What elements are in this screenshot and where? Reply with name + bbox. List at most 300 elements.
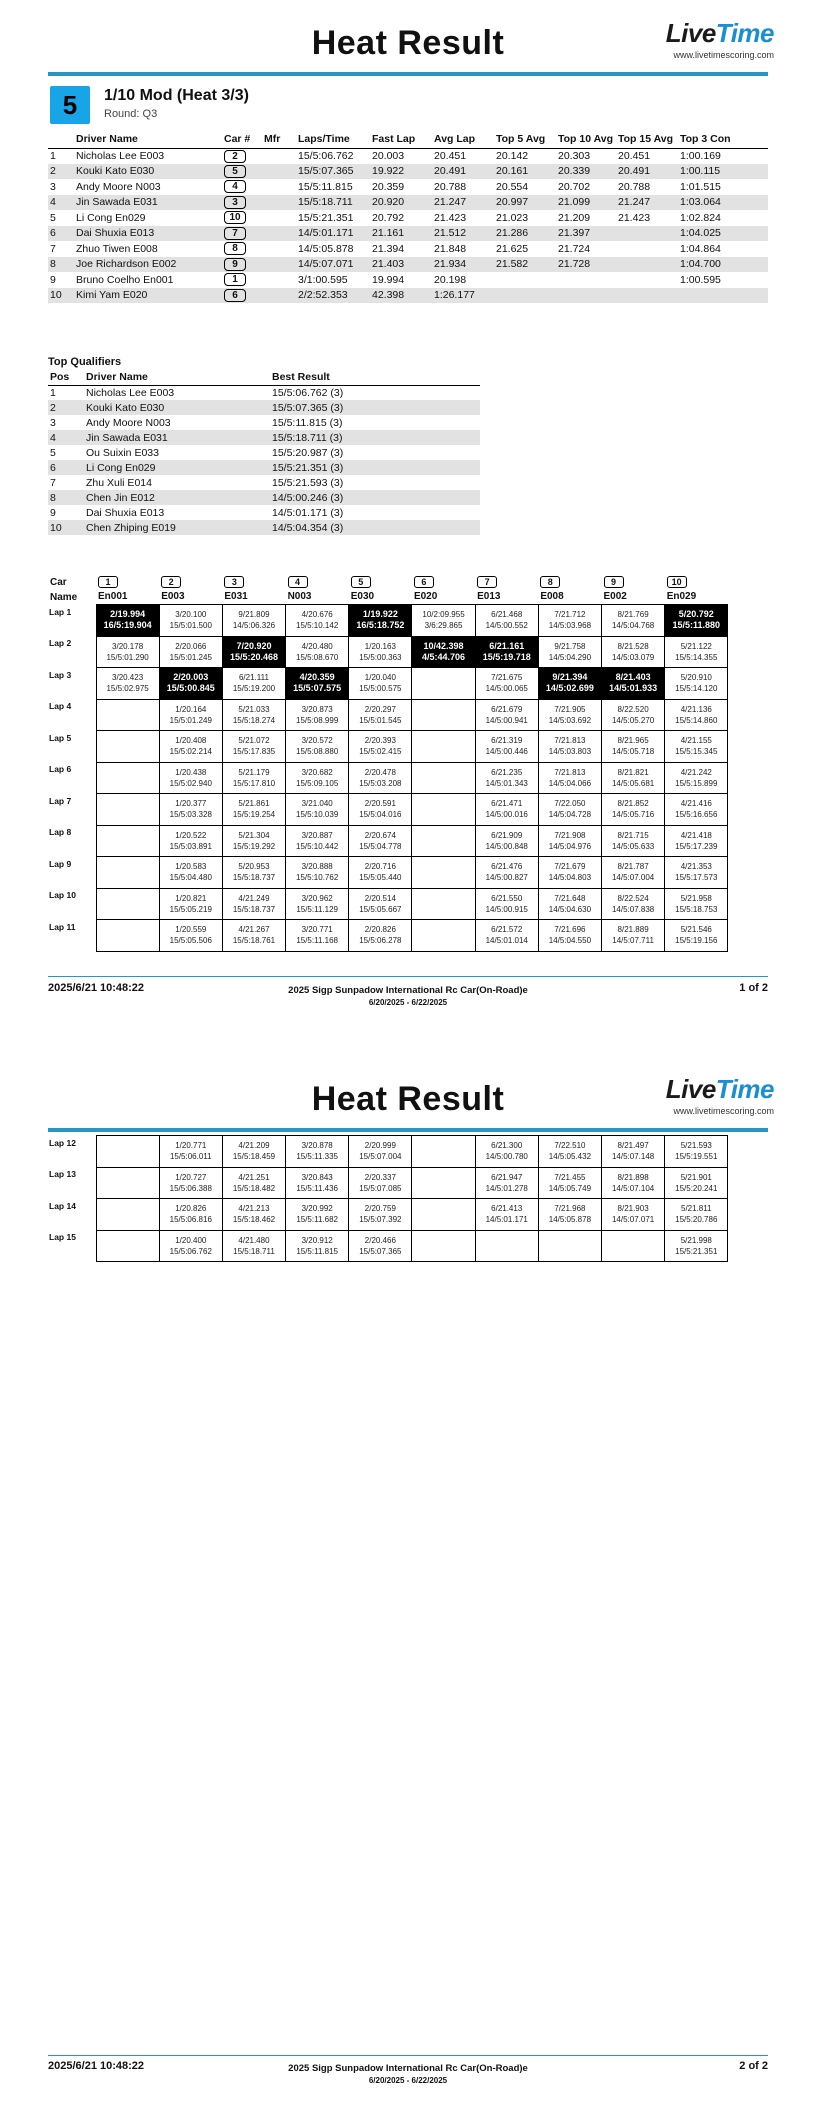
results-cell <box>262 226 296 242</box>
tq-cell: 9 <box>50 506 56 519</box>
lap-label: Lap 3 <box>49 669 72 680</box>
lap-cell <box>349 857 412 889</box>
lap-total-time: 14/5:00.915 <box>485 904 528 914</box>
lap-cell <box>349 1199 412 1231</box>
tq-cell: Ou Suixin E033 <box>86 446 159 459</box>
lap-position-time: 9/21.809 <box>238 610 270 620</box>
lap-position-time: 7/20.920 <box>236 640 272 651</box>
lap-total-time: 16/5:19.904 <box>103 620 152 631</box>
lap-grid-car-number <box>475 576 538 590</box>
lap-position-time: 8/21.889 <box>617 925 649 935</box>
lap-grid-car-name: E030 <box>350 591 375 602</box>
lap-row <box>48 1167 728 1199</box>
logo-wordmark <box>666 18 774 49</box>
lap-position-time: 6/21.679 <box>491 704 523 714</box>
lap-position-time: 2/20.716 <box>364 862 396 872</box>
results-cell <box>262 179 296 195</box>
lap-position-time: 6/21.572 <box>491 925 523 935</box>
results-cell: Nicholas Lee E003 <box>76 150 165 162</box>
lap-cell <box>96 1167 159 1199</box>
lap-total-time: 14/5:00.016 <box>485 810 528 820</box>
lap-cell <box>349 762 412 794</box>
results-cell: 20.788 <box>618 180 651 193</box>
lap-total-time: 15/5:02.415 <box>359 747 402 757</box>
lap-grid-name-row <box>48 590 728 605</box>
tq-cell: 2 <box>48 400 84 415</box>
lap-label: Lap 14 <box>49 1200 76 1211</box>
lap-total-time: 14/5:07.148 <box>611 1152 655 1162</box>
results-row <box>48 179 768 195</box>
results-cell: 21.423 <box>618 211 651 224</box>
results-header-cell: Top 3 Con <box>678 130 768 148</box>
lap-cell <box>222 825 285 857</box>
results-cell: 14/5:01.171 <box>296 226 370 242</box>
lap-total-time: 15/5:05.219 <box>169 904 212 914</box>
lap-total-time: 15/5:10.442 <box>296 841 339 851</box>
lap-cell <box>286 825 349 857</box>
lap-row <box>48 605 728 637</box>
results-cell: 21.934 <box>432 257 494 273</box>
lap-position-time: 8/21.787 <box>617 862 649 872</box>
lap-total-time: 15/5:21.351 <box>675 1246 718 1256</box>
results-row <box>48 210 768 226</box>
lap-cell <box>475 762 538 794</box>
lap-position-time: 3/20.178 <box>112 641 144 651</box>
lap-total-time: 14/5:01.278 <box>485 1183 528 1193</box>
lap-cell <box>602 825 665 857</box>
lap-total-time: 15/5:14.120 <box>675 684 718 694</box>
results-cell <box>262 210 296 226</box>
page-title: Heat Result <box>311 1080 505 1118</box>
lap-grid-page-1 <box>48 576 728 952</box>
tq-cell: 1 <box>50 386 56 399</box>
lap-total-time: 15/5:01.545 <box>359 715 402 725</box>
car-number-box: 1 <box>224 273 246 286</box>
lap-position-time: 4/21.155 <box>680 736 712 746</box>
tq-row <box>48 490 480 505</box>
lap-cell <box>159 1136 222 1168</box>
lap-position-time: 5/21.033 <box>238 704 270 714</box>
lap-position-time: 3/20.962 <box>301 893 333 903</box>
lap-label: Lap 7 <box>49 795 72 806</box>
tq-cell: 14/5:04.354 (3) <box>270 520 480 535</box>
results-cell <box>616 272 678 288</box>
lap-position-time: 7/21.455 <box>554 1172 586 1182</box>
tq-cell: 15/5:11.815 (3) <box>272 416 343 429</box>
tq-cell: 14/5:01.171 (3) <box>272 506 344 519</box>
lap-cell <box>412 794 475 826</box>
lap-position-time: 2/20.337 <box>364 1172 396 1182</box>
lap-position-time: 3/20.888 <box>301 862 333 872</box>
lap-row <box>48 794 728 826</box>
lap-total-time: 15/5:07.365 <box>359 1246 402 1256</box>
lap-total-time: 15/5:04.480 <box>169 873 212 883</box>
lap-total-time: 14/5:07.711 <box>612 936 654 946</box>
lap-position-time: 9/21.758 <box>554 641 586 651</box>
footer-page-number: 1 of 2 <box>739 982 768 994</box>
results-cell: 1:00.115 <box>678 164 768 180</box>
logo-wordmark <box>666 1074 774 1105</box>
lap-position-time: 6/21.300 <box>491 1141 523 1151</box>
lap-total-time: 14/5:04.728 <box>548 810 592 820</box>
lap-total-time: 15/5:11.682 <box>296 1215 338 1225</box>
lap-position-time: 2/20.999 <box>364 1141 396 1151</box>
results-cell: Bruno Coelho En001 <box>76 273 174 286</box>
lap-cell <box>602 699 665 731</box>
footer-event-name: 2025 Sigp Sunpadow International Rc Car(On-Road)e <box>288 2063 528 2074</box>
lap-cell <box>665 794 728 826</box>
lap-position-time: 7/21.712 <box>554 610 586 620</box>
tq-row <box>48 475 480 490</box>
lap-position-time: 1/20.583 <box>175 862 207 872</box>
results-cell: 1:04.700 <box>678 257 768 273</box>
results-cell: Li Cong En029 <box>76 211 146 224</box>
lap-total-time: 14/5:07.838 <box>611 904 655 914</box>
results-cell: 7 <box>50 242 56 255</box>
results-header-cell: Top 15 Avg <box>616 130 678 148</box>
results-cell: 20.702 <box>558 180 591 193</box>
lap-cell <box>665 1199 728 1231</box>
lap-cell <box>475 605 538 637</box>
lap-position-time: 5/21.546 <box>680 925 712 935</box>
lap-total-time: 15/5:18.737 <box>232 904 276 914</box>
results-cell: 19.922 <box>370 164 432 180</box>
results-cell: 21.728 <box>556 257 616 273</box>
results-header-row <box>48 130 768 148</box>
lap-position-time: 4/21.418 <box>680 830 712 840</box>
lap-cell <box>538 1199 601 1231</box>
results-cell: 1:03.064 <box>678 195 768 211</box>
lap-total-time: 15/5:04.778 <box>359 841 402 851</box>
lap-total-time: 15/5:18.459 <box>232 1152 276 1162</box>
lap-position-time: 6/21.413 <box>491 1204 523 1214</box>
lap-cell <box>412 1199 475 1231</box>
lap-cell <box>286 1136 349 1168</box>
results-cell <box>222 226 262 242</box>
tq-cell: 15/5:18.711 (3) <box>270 430 480 445</box>
results-cell: 20.003 <box>372 150 405 162</box>
results-cell <box>262 288 296 304</box>
lap-cell <box>286 888 349 920</box>
lap-cell <box>412 825 475 857</box>
results-cell: 20.339 <box>556 164 616 180</box>
lap-cell <box>349 731 412 763</box>
lap-total-time: 15/5:19.156 <box>675 936 718 946</box>
lap-cell <box>286 699 349 731</box>
tq-cell: Nicholas Lee E003 <box>86 386 175 399</box>
lap-total-time: 15/5:11.335 <box>296 1152 338 1162</box>
lap-position-time: 3/20.887 <box>301 830 333 840</box>
lap-cell <box>96 731 159 763</box>
lap-position-time: 2/20.674 <box>364 830 396 840</box>
tq-row <box>48 445 480 460</box>
lap-cell <box>475 1230 538 1262</box>
lap-total-time: 15/5:01.249 <box>169 715 212 725</box>
lap-position-time: 5/20.792 <box>678 609 714 620</box>
lap-cell <box>349 825 412 857</box>
lap-position-time: 2/19.994 <box>110 609 146 620</box>
lap-position-time: 6/21.111 <box>238 673 269 683</box>
lap-total-time: 14/5:00.780 <box>485 1152 528 1162</box>
lap-position-time: 8/22.524 <box>617 893 649 903</box>
results-cell: 21.247 <box>616 195 678 211</box>
results-cell <box>616 226 678 242</box>
tq-cell: 15/5:21.593 (3) <box>272 476 344 489</box>
lap-cell <box>159 1199 222 1231</box>
car-number-box: 3 <box>224 576 244 588</box>
lap-cell-best <box>538 668 601 700</box>
lap-row <box>48 731 728 763</box>
lap-cell <box>96 794 159 826</box>
tq-row <box>48 385 480 400</box>
lap-total-time: 15/5:17.239 <box>675 841 718 851</box>
lap-label: Lap 8 <box>49 827 72 837</box>
livetime-logo <box>634 1074 774 1116</box>
lap-position-time: 2/20.591 <box>364 799 396 809</box>
lap-cell <box>475 888 538 920</box>
results-cell: 21.403 <box>370 257 432 273</box>
lap-total-time: 15/5:04.016 <box>359 810 402 820</box>
lap-cell <box>349 668 412 700</box>
results-cell <box>262 241 296 257</box>
lap-cell <box>538 1230 601 1262</box>
lap-total-time: 15/5:06.762 <box>169 1246 212 1256</box>
tq-row <box>48 400 480 415</box>
lap-grid-car-name: E031 <box>224 591 248 602</box>
lap-position-time: 4/20.359 <box>299 672 335 683</box>
tq-cell: 10 <box>48 520 84 535</box>
results-row <box>48 195 768 211</box>
lap-cell <box>475 668 538 700</box>
lap-position-time: 8/21.898 <box>617 1172 649 1182</box>
lap-cell <box>475 1199 538 1231</box>
lap-position-time: 3/21.040 <box>301 799 333 809</box>
lap-cell <box>412 920 475 952</box>
lap-position-time: 8/21.965 <box>617 736 649 746</box>
results-cell: 21.625 <box>496 242 529 255</box>
lap-cell <box>412 1136 475 1168</box>
lap-position-time: 4/21.249 <box>238 893 270 903</box>
lap-grid-car-name: E002 <box>603 591 627 602</box>
lap-cell <box>286 731 349 763</box>
car-number-box: 10 <box>224 211 246 224</box>
lap-label: Lap 10 <box>49 890 76 900</box>
lap-cell <box>222 888 285 920</box>
lap-position-time: 8/21.528 <box>617 641 649 651</box>
lap-total-time: 15/5:07.085 <box>359 1183 402 1193</box>
lap-position-time: 5/21.593 <box>680 1141 712 1151</box>
results-cell: Kouki Kato E030 <box>74 164 222 180</box>
lap-grid-page-2 <box>48 1135 728 1262</box>
results-header-cell: Car # <box>222 130 262 148</box>
lap-position-time: 5/21.901 <box>680 1172 712 1182</box>
lap-position-time: 2/20.297 <box>364 704 396 714</box>
lap-total-time: 15/5:17.835 <box>232 747 276 757</box>
lap-cell <box>286 920 349 952</box>
lap-position-time: 7/21.968 <box>554 1204 586 1214</box>
lap-total-time: 14/5:00.941 <box>485 715 528 725</box>
lap-position-time: 3/20.878 <box>301 1141 333 1151</box>
lap-position-time: 2/20.393 <box>364 736 396 746</box>
lap-cell <box>222 1230 285 1262</box>
lap-total-time: 14/5:07.071 <box>611 1215 655 1225</box>
results-row <box>48 226 768 242</box>
results-cell <box>222 241 262 257</box>
lap-cell <box>602 920 665 952</box>
car-number-box: 1 <box>98 576 118 588</box>
tq-cell: Zhu Xuli E014 <box>86 476 152 489</box>
lap-position-time: 6/21.471 <box>491 799 523 809</box>
lap-total-time: 14/5:00.446 <box>485 747 528 757</box>
lap-cell <box>665 1230 728 1262</box>
lap-cell-best <box>475 636 538 668</box>
lap-cell <box>475 731 538 763</box>
results-cell <box>494 272 556 288</box>
lap-cell <box>412 762 475 794</box>
lap-total-time: 15/5:18.462 <box>232 1215 276 1225</box>
tq-cell: Andy Moore N003 <box>86 416 171 429</box>
lap-cell <box>159 1230 222 1262</box>
car-number-box: 7 <box>477 576 497 588</box>
lap-position-time: 1/20.040 <box>364 673 396 683</box>
lap-total-time: 15/5:17.573 <box>675 873 718 883</box>
lap-total-time: 15/5:15.899 <box>675 778 718 788</box>
results-cell: 21.397 <box>556 226 616 242</box>
lap-cell <box>602 1230 665 1262</box>
lap-cell <box>222 731 285 763</box>
lap-cell <box>349 1167 412 1199</box>
lap-cell <box>475 699 538 731</box>
lap-position-time: 4/21.213 <box>238 1204 270 1214</box>
results-cell: 20.554 <box>496 180 529 193</box>
results-header-cell: Driver Name <box>74 130 222 148</box>
lap-position-time: 8/21.403 <box>615 672 651 683</box>
tq-row <box>48 520 480 535</box>
lap-total-time: 14/5:05.681 <box>611 778 655 788</box>
lap-row <box>48 1136 728 1168</box>
lap-cell <box>286 1199 349 1231</box>
results-cell <box>262 164 296 180</box>
tq-row <box>48 460 480 475</box>
lap-total-time: 14/5:02.699 <box>545 683 594 694</box>
lap-total-time: 15/5:03.208 <box>359 778 402 788</box>
lap-cell <box>96 888 159 920</box>
lap-total-time: 15/5:11.815 <box>296 1246 338 1256</box>
lap-position-time: 1/20.771 <box>175 1141 207 1151</box>
lap-row <box>48 920 728 952</box>
lap-position-time: 7/21.813 <box>554 736 586 746</box>
lap-grid-car-name: En001 <box>98 591 128 602</box>
tq-header-cell: Driver Name <box>84 370 270 385</box>
lap-cell <box>538 731 601 763</box>
lap-cell <box>96 1230 159 1262</box>
lap-cell <box>475 794 538 826</box>
header-divider <box>48 1128 768 1132</box>
lap-row <box>48 762 728 794</box>
car-number-box: 6 <box>414 576 434 588</box>
results-row <box>48 241 768 257</box>
car-number-box: 3 <box>224 196 246 209</box>
car-number-box: 4 <box>224 180 246 193</box>
lap-grid-car-name: E008 <box>540 591 564 602</box>
lap-position-time: 3/20.912 <box>301 1235 333 1245</box>
results-cell: Kimi Yam E020 <box>74 288 222 304</box>
results-cell: 20.792 <box>372 211 405 224</box>
lap-cell <box>538 794 601 826</box>
lap-cell <box>159 794 222 826</box>
results-cell: 15/5:18.711 <box>296 195 370 211</box>
results-cell: 15/5:21.351 <box>298 211 354 224</box>
lap-position-time: 4/21.416 <box>680 799 712 809</box>
lap-cell <box>286 1167 349 1199</box>
lap-total-time: 15/5:19.292 <box>232 841 276 851</box>
lap-total-time: 15/5:11.168 <box>296 936 338 946</box>
lap-total-time: 15/5:03.891 <box>169 841 212 851</box>
lap-grid-car-label: Car <box>50 577 67 588</box>
lap-position-time: 8/21.903 <box>617 1204 649 1214</box>
lap-cell <box>475 825 538 857</box>
results-cell: 8 <box>48 257 74 273</box>
lap-cell-best <box>602 668 665 700</box>
lap-position-time: 1/20.377 <box>175 799 207 809</box>
lap-cell <box>222 605 285 637</box>
lap-total-time: 15/5:20.241 <box>675 1183 718 1193</box>
results-cell: 21.394 <box>372 242 405 255</box>
lap-position-time: 6/21.235 <box>491 767 523 777</box>
lap-grid-car-name: N003 <box>287 591 312 602</box>
lap-cell <box>96 1136 159 1168</box>
lap-grid-car-number <box>96 576 159 590</box>
logo-url: www.livetimescoring.com <box>673 1106 774 1116</box>
results-cell: 1 <box>50 150 56 162</box>
results-cell: 20.359 <box>372 180 405 193</box>
lap-row <box>48 636 728 668</box>
lap-cell <box>96 636 159 668</box>
results-cell: 20.303 <box>558 150 591 162</box>
lap-total-time: 15/5:18.737 <box>232 873 276 883</box>
lap-position-time: 1/20.559 <box>175 925 207 935</box>
lap-cell <box>222 794 285 826</box>
lap-cell <box>538 857 601 889</box>
lap-total-time: 14/5:04.066 <box>548 778 592 788</box>
car-number-box: 9 <box>224 258 246 271</box>
lap-position-time: 8/21.497 <box>617 1141 649 1151</box>
tq-cell: 15/5:07.365 (3) <box>270 400 480 415</box>
results-cell: 19.994 <box>372 273 405 286</box>
results-cell <box>262 272 296 288</box>
lap-cell <box>475 857 538 889</box>
lap-cell <box>665 668 728 700</box>
lap-total-time: 14/5:04.976 <box>548 841 592 851</box>
lap-position-time: 6/21.947 <box>491 1172 523 1182</box>
lap-total-time: 14/5:05.878 <box>548 1215 592 1225</box>
top-qualifiers-header-row <box>48 370 480 385</box>
results-cell: 4 <box>48 195 74 211</box>
lap-position-time: 6/21.909 <box>491 830 523 840</box>
results-cell: 6 <box>48 226 74 242</box>
lap-label: Lap 11 <box>49 921 76 932</box>
results-cell: 20.491 <box>432 164 494 180</box>
results-cell <box>262 148 296 164</box>
lap-total-time: 15/5:08.880 <box>296 747 339 757</box>
lap-cell <box>602 1136 665 1168</box>
lap-label: Lap 9 <box>49 858 72 869</box>
lap-cell-best <box>412 636 475 668</box>
lap-cell <box>349 1136 412 1168</box>
lap-cell <box>286 794 349 826</box>
results-row <box>48 164 768 180</box>
results-cell: 20.491 <box>616 164 678 180</box>
